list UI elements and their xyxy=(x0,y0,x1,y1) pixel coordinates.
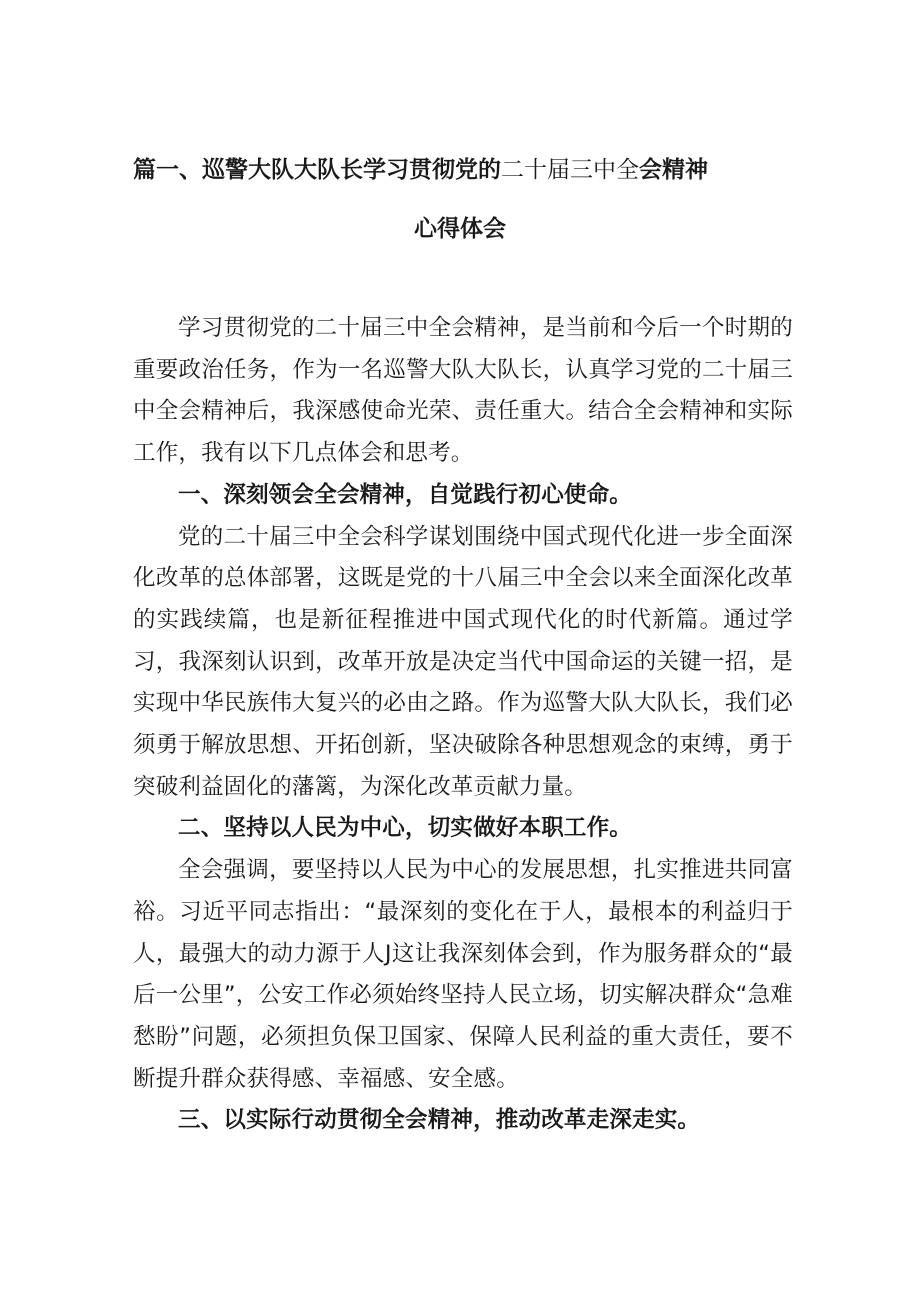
section-paragraph-2: 全会强调，要坚持以人民为中心的发展思想，扎实推进共同富裕。习近平同志指出：“最深刻的变化在于人，最根本的利益归于人，最强大的动力源于人J这让我深刻体会到，作为服务群众的“最后一公里”，公安工作必须始终坚持人民立场，切实解决群众“急难愁盼”问题，必须担负保卫国家、保障人民利益的重大责任，要不断提升群众获得感、幸福感、安全感。 xyxy=(133,857,793,1092)
section-paragraph-1: 党的二十届三中全会科学谋划围绕中国式现代化进一步全面深化改革的总体部署，这既是党的十八届三中全会以来全面深化改革的实践续篇，也是新征程推进中国式现代化的时代新篇。通过学习，我深刻认识到，改革开放是决定当代中国命运的关键一招，是实现中华民族伟大复兴的必由之路。作为巡警大队大队长，我们必须勇于解放思想、开拓创新，坚决破除各种思想观念的束缚，勇于突破利益固化的藩篱，为深化改革贡献力量。 xyxy=(133,523,793,800)
title-normal-part: 二十届三中全 xyxy=(501,157,639,183)
document-body xyxy=(133,308,793,1142)
title-bold-part-a: 篇一、巡警大队大队长学习贯彻党的 xyxy=(133,157,501,183)
intro-paragraph: 学习贯彻党的二十届三中全会精神，是当前和今后一个时期的重要政治任务，作为一名巡警大队大队长，认真学习党的二十届三中全会精神后，我深感使命光荣、责任重大。结合全会精神和实际工作，我有以下几点体会和思考。 xyxy=(133,315,793,467)
document-title-line-1 xyxy=(133,155,708,185)
section-heading-3: 三、以实际行动贯彻全会精神，推动改革走深走实。 xyxy=(178,1107,701,1134)
document-title-line-2: 心得体会 xyxy=(414,216,506,242)
title-bold-part-b: 会精神 xyxy=(639,157,708,183)
section-heading-1: 一、深刻领会全会精神，自觉践行初心使命。 xyxy=(178,481,633,508)
section-heading-2: 二、坚持以人民为中心，切实做好本职工作。 xyxy=(178,815,633,842)
